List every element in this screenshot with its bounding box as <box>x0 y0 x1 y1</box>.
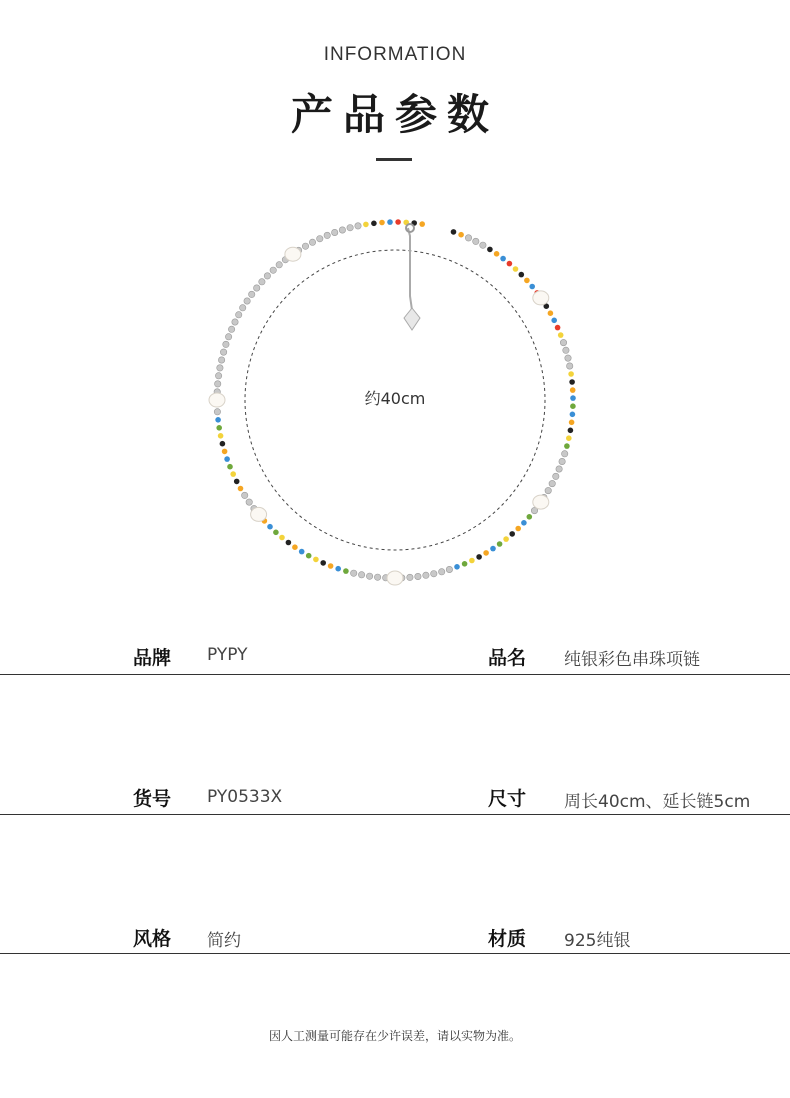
header-divider <box>376 158 412 161</box>
spec-label-material: 材质 <box>488 928 527 950</box>
color-bead <box>569 420 575 426</box>
pearl-bead <box>209 393 225 407</box>
heart-charm <box>404 308 420 330</box>
spec-label-style: 风格 <box>133 928 172 950</box>
disclaimer-note: 因人工测量可能存在少许误差，请以实物为准。 <box>268 1029 521 1043</box>
silver-bead <box>545 487 551 493</box>
color-bead <box>216 425 222 431</box>
color-bead <box>335 566 341 572</box>
color-bead <box>469 558 475 564</box>
color-bead <box>238 486 244 492</box>
color-bead <box>570 412 576 418</box>
color-bead <box>379 220 385 226</box>
color-bead <box>267 524 273 530</box>
color-bead <box>299 549 305 555</box>
spec-value-material: 925纯银 <box>564 931 631 951</box>
silver-bead <box>480 242 486 248</box>
spec-value-style: 简约 <box>207 931 241 951</box>
color-bead <box>555 325 561 331</box>
color-bead <box>487 247 493 253</box>
color-bead <box>220 441 226 447</box>
spec-label-item-no: 货号 <box>133 788 172 810</box>
silver-bead <box>218 357 224 363</box>
color-bead <box>320 560 326 566</box>
silver-bead <box>332 229 338 235</box>
silver-bead <box>240 305 246 311</box>
color-bead <box>521 520 527 526</box>
pearl-bead <box>251 507 267 521</box>
silver-bead <box>246 499 252 505</box>
color-bead <box>227 464 233 470</box>
silver-bead <box>236 312 242 318</box>
color-bead <box>224 456 230 462</box>
silver-bead <box>563 347 569 353</box>
silver-bead <box>407 574 413 580</box>
color-bead <box>564 443 570 449</box>
color-bead <box>569 379 575 385</box>
silver-bead <box>317 236 323 242</box>
pearl-bead <box>533 495 549 509</box>
color-bead <box>279 535 285 541</box>
silver-bead <box>249 291 255 297</box>
color-bead <box>529 284 535 290</box>
color-bead <box>566 435 572 441</box>
color-bead <box>558 332 564 338</box>
silver-bead <box>242 492 248 498</box>
pearl-bead <box>387 571 403 585</box>
color-bead <box>363 222 369 228</box>
color-bead <box>524 278 530 284</box>
color-bead <box>451 229 457 235</box>
silver-bead <box>355 223 361 229</box>
color-bead <box>230 471 236 477</box>
spec-label-size: 尺寸 <box>488 788 527 810</box>
silver-bead <box>225 334 231 340</box>
silver-bead <box>567 363 573 369</box>
color-bead <box>218 433 224 439</box>
silver-bead <box>214 409 220 415</box>
color-bead <box>454 564 460 570</box>
color-bead <box>419 221 425 227</box>
spec-label-brand: 品牌 <box>133 647 172 669</box>
silver-bead <box>270 267 276 273</box>
color-bead <box>387 219 393 225</box>
color-bead <box>273 530 279 536</box>
color-bead <box>509 531 515 537</box>
color-bead <box>371 221 377 227</box>
color-bead <box>497 541 503 547</box>
color-bead <box>568 371 574 377</box>
row-divider <box>0 953 790 954</box>
silver-bead <box>259 279 265 285</box>
header-title-zh: 产品参数 <box>290 90 499 139</box>
silver-bead <box>339 227 345 233</box>
color-bead <box>215 417 221 423</box>
pearl-bead <box>285 247 301 261</box>
silver-bead <box>549 480 555 486</box>
product-image <box>0 200 790 620</box>
silver-bead <box>559 458 565 464</box>
silver-bead <box>423 572 429 578</box>
color-bead <box>490 546 496 552</box>
silver-bead <box>351 570 357 576</box>
silver-bead <box>324 232 330 238</box>
header-title-en: INFORMATION <box>323 44 467 65</box>
silver-bead <box>565 355 571 361</box>
color-bead <box>548 310 554 316</box>
silver-bead <box>232 319 238 325</box>
spec-value-brand: PYPY <box>207 645 248 665</box>
silver-bead <box>446 566 452 572</box>
silver-bead <box>560 339 566 345</box>
silver-bead <box>309 239 315 245</box>
color-bead <box>292 544 298 550</box>
color-bead <box>222 449 228 455</box>
silver-bead <box>302 243 308 249</box>
color-bead <box>343 568 349 574</box>
silver-bead <box>366 573 372 579</box>
pearl-bead <box>533 291 549 305</box>
silver-bead <box>228 326 234 332</box>
necklace-illustration <box>0 200 790 620</box>
size-label: 约40cm <box>364 389 426 408</box>
spec-label-name: 品名 <box>488 647 527 669</box>
color-bead <box>306 553 312 559</box>
color-bead <box>570 403 576 409</box>
color-bead <box>570 387 576 393</box>
color-bead <box>328 563 334 569</box>
color-bead <box>519 272 525 278</box>
color-bead <box>507 261 513 267</box>
color-bead <box>286 540 292 546</box>
silver-bead <box>215 373 221 379</box>
color-bead <box>395 219 401 225</box>
silver-bead <box>223 341 229 347</box>
silver-bead <box>220 349 226 355</box>
silver-bead <box>217 365 223 371</box>
silver-bead <box>358 572 364 578</box>
silver-bead <box>264 273 270 279</box>
silver-bead <box>374 574 380 580</box>
color-bead <box>513 266 519 272</box>
color-bead <box>476 554 482 560</box>
color-bead <box>494 251 500 257</box>
color-bead <box>483 550 489 556</box>
silver-bead <box>415 573 421 579</box>
color-bead <box>568 428 574 434</box>
silver-bead <box>276 262 282 268</box>
color-bead <box>527 514 533 520</box>
color-bead <box>503 536 509 542</box>
silver-bead <box>439 569 445 575</box>
color-bead <box>515 526 521 532</box>
silver-bead <box>556 466 562 472</box>
color-bead <box>570 395 576 401</box>
color-bead <box>234 479 240 485</box>
row-divider <box>0 674 790 675</box>
silver-bead <box>431 571 437 577</box>
silver-bead <box>465 235 471 241</box>
color-bead <box>500 256 506 262</box>
silver-bead <box>473 238 479 244</box>
silver-bead <box>254 285 260 291</box>
silver-bead <box>215 381 221 387</box>
silver-bead <box>562 451 568 457</box>
extender-chain <box>404 224 420 330</box>
spec-value-size: 周长40cm、延长链5cm <box>564 792 751 812</box>
color-bead <box>458 232 464 238</box>
silver-bead <box>347 225 353 231</box>
color-bead <box>462 561 468 567</box>
color-bead <box>551 318 557 324</box>
spec-value-item-no: PY0533X <box>207 787 283 807</box>
silver-bead <box>244 298 250 304</box>
spec-value-name: 纯银彩色串珠项链 <box>564 650 700 670</box>
row-divider <box>0 814 790 815</box>
color-bead <box>313 557 319 563</box>
silver-bead <box>553 473 559 479</box>
